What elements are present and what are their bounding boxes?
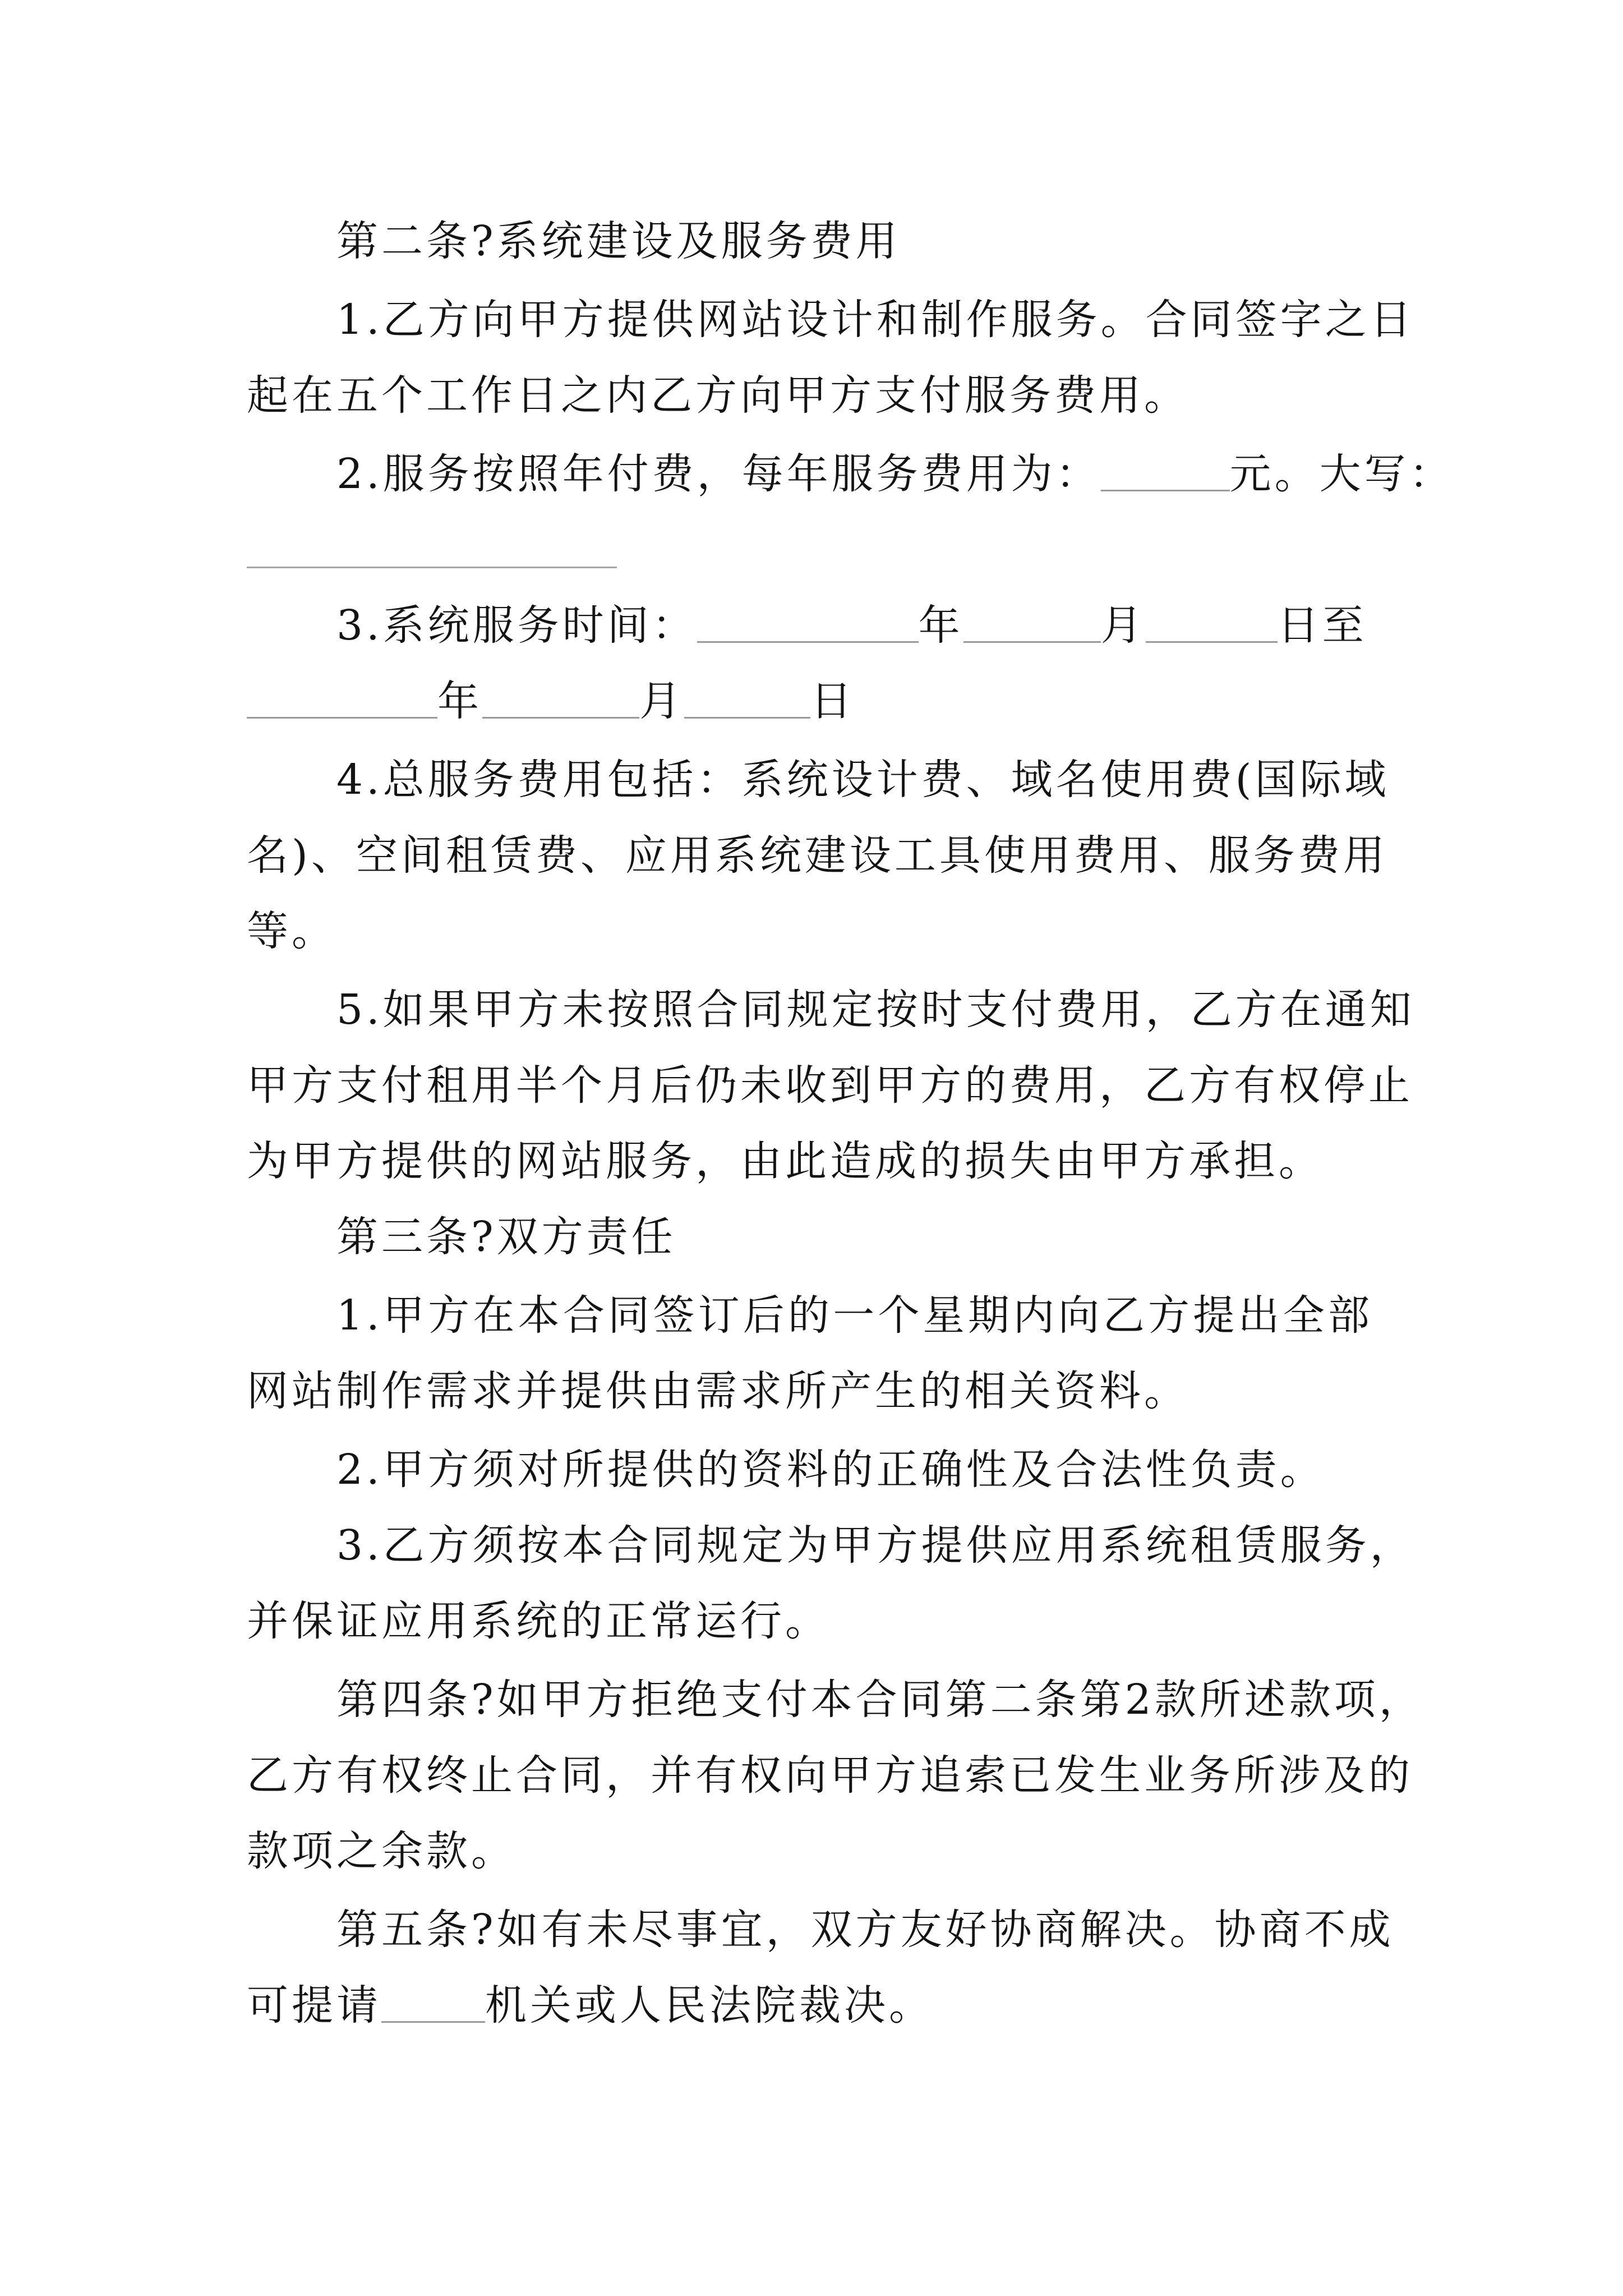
article-3-item-3-line-1: 3.乙方须按本合同规定为甲方提供应用系统租赁服务， bbox=[336, 1521, 1415, 1570]
article-2-item-5-line-2: 甲方支付租用半个月后仍未收到甲方的费用，乙方有权停止 bbox=[247, 1061, 1413, 1110]
end-day-blank[interactable] bbox=[684, 682, 810, 719]
article-2-item-5-line-3: 为甲方提供的网站服务，由此造成的损失由甲方承担。 bbox=[247, 1137, 1324, 1185]
article-2-item-1-line-1: 1.乙方向甲方提供网站设计和制作服务。合同签字之日 bbox=[336, 296, 1415, 344]
start-day-blank[interactable] bbox=[1146, 606, 1278, 643]
article-2-item-4-line-3: 等。 bbox=[247, 907, 336, 955]
article-5-line-2 bbox=[247, 1977, 934, 2033]
start-year-blank[interactable] bbox=[697, 606, 919, 643]
article-2-item-4-line-1: 4.总服务费用包括：系统设计费、域名使用费(国际域 bbox=[336, 756, 1390, 804]
start-month-label: 月 bbox=[1100, 601, 1146, 650]
article-4-line-3: 款项之余款。 bbox=[247, 1827, 516, 1875]
start-day-label: 日至 bbox=[1277, 601, 1367, 650]
end-day-label: 日 bbox=[810, 677, 855, 725]
end-year-label: 年 bbox=[437, 677, 482, 725]
article-3-item-1-line-1: 1.甲方在本合同签订后的一个星期内向乙方提出全部 bbox=[336, 1291, 1373, 1340]
article-2-item-1-line-2: 起在五个工作日之内乙方向甲方支付服务费用。 bbox=[247, 371, 1189, 420]
article-3-item-3-line-2: 并保证应用系统的正常运行。 bbox=[247, 1597, 830, 1645]
article-4-line-2: 乙方有权终止合同，并有权向甲方追索已发生业务所涉及的 bbox=[247, 1751, 1413, 1800]
article-3-item-1-line-2: 网站制作需求并提供由需求所产生的相关资料。 bbox=[247, 1367, 1189, 1415]
end-month-label: 月 bbox=[639, 677, 684, 725]
end-month-blank[interactable] bbox=[482, 682, 639, 719]
article-2-item-3-line-1 bbox=[336, 597, 1367, 654]
arbitration-body-blank[interactable] bbox=[381, 1986, 485, 2023]
article-5-line-2-suffix: 机关或人民法院裁决。 bbox=[485, 1981, 934, 2030]
article-5-line-2-prefix: 可提请 bbox=[247, 1981, 381, 2030]
fee-amount-blank[interactable] bbox=[1101, 455, 1230, 491]
article-2-item-2-suffix: 元。大写： bbox=[1229, 450, 1454, 498]
fee-amount-capital-blank[interactable] bbox=[247, 567, 617, 568]
article-3-item-2: 2.甲方须对所提供的资料的正确性及合法性负责。 bbox=[336, 1446, 1325, 1494]
article-2-item-3-line-2 bbox=[247, 673, 855, 729]
article-2-item-5-line-1: 5.如果甲方未按照合同规定按时支付费用，乙方在通知 bbox=[336, 986, 1415, 1034]
article-3-heading: 第三条?双方责任 bbox=[336, 1213, 676, 1261]
start-year-label: 年 bbox=[918, 601, 963, 650]
article-2-item-2 bbox=[336, 446, 1454, 502]
article-2-item-2-prefix: 2.服务按照年付费，每年服务费用为： bbox=[336, 450, 1101, 498]
article-2-item-4-line-2: 名)、空间租赁费、应用系统建设工具使用费用、服务费用 bbox=[247, 831, 1388, 880]
article-5-line-1: 第五条?如有未尽事宜，双方友好协商解决。协商不成 bbox=[336, 1906, 1394, 1954]
article-2-heading: 第二条?系统建设及服务费用 bbox=[336, 217, 901, 265]
article-4-line-1: 第四条?如甲方拒绝支付本合同第二条第2款所述款项， bbox=[336, 1676, 1424, 1724]
start-month-blank[interactable] bbox=[963, 606, 1101, 643]
article-2-item-3-prefix: 3.系统服务时间： bbox=[336, 601, 697, 650]
end-year-blank[interactable] bbox=[247, 682, 437, 719]
